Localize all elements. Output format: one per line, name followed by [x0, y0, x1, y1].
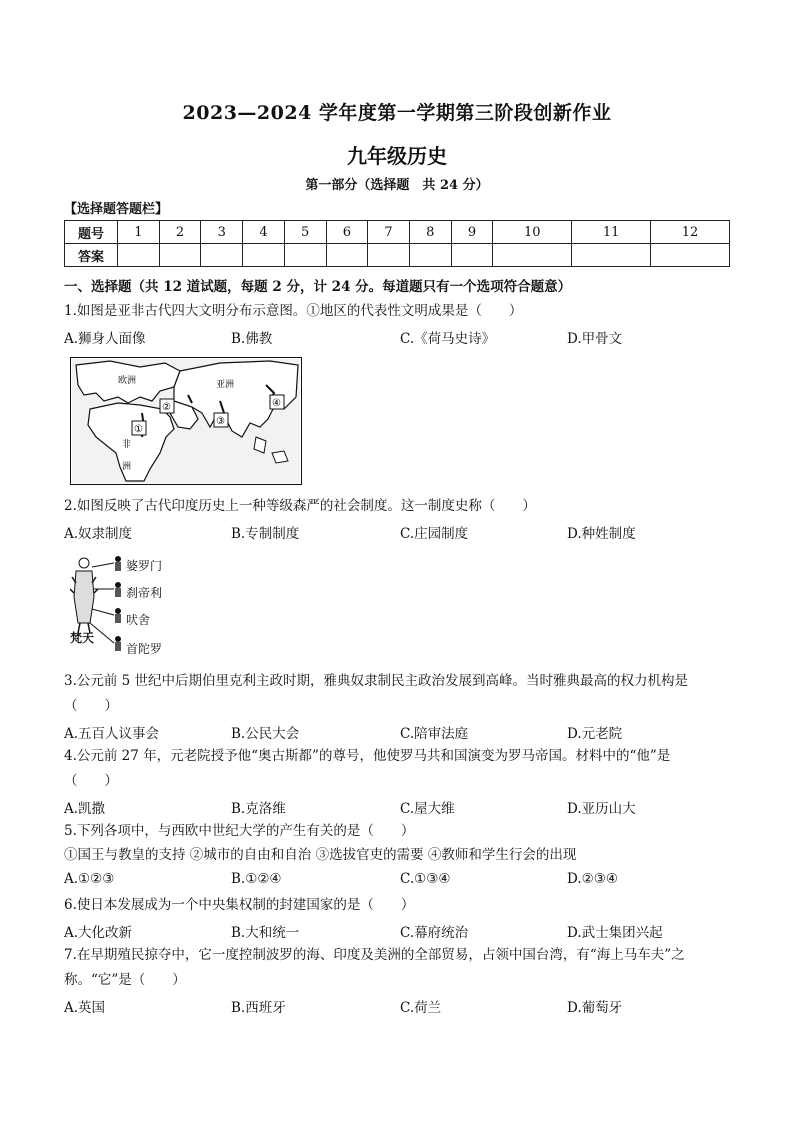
question-3-stem-cont: （ ） [64, 698, 118, 714]
table-cell-number: 10 [493, 221, 572, 244]
option-b[interactable]: B.公民大会 [231, 726, 300, 742]
map-graphic [70, 357, 302, 485]
question-3-stem: 3.公元前 5 世纪中后期伯里克利主政时期，雅典奴隶制民主政治发展到高峰。当时雅典最高的权力机构是 [64, 673, 689, 689]
option-b[interactable]: B.克洛维 [231, 801, 286, 817]
question-7-stem: 7.在早期殖民掠夺中，它一度控制波罗的海、印度及美洲的全部贸易，占领中国台湾，有“海上马车夫”之 [64, 947, 685, 963]
table-cell-number: 11 [572, 221, 651, 244]
option-a[interactable]: A.奴隶制度 [64, 526, 133, 542]
question-2-options [64, 522, 744, 540]
option-a[interactable]: A.五百人议事会 [64, 726, 160, 742]
answer-cell[interactable] [409, 244, 451, 267]
answer-cell[interactable] [284, 244, 326, 267]
option-b[interactable]: B.①②④ [231, 871, 282, 887]
answer-cell[interactable] [572, 244, 651, 267]
question-5-stem: 5.下列各项中，与西欧中世纪大学的产生有关的是（ ） [64, 823, 415, 839]
option-a[interactable]: A.狮身人面像 [64, 331, 146, 347]
question-2-stem: 2.如图反映了古代印度历史上一种等级森严的社会制度。这一制度史称（ ） [64, 498, 536, 514]
map-marker-4: ④ [272, 398, 281, 409]
option-a[interactable]: A.英国 [64, 1000, 106, 1016]
question-1-stem: 1.如图是亚非古代四大文明分布示意图。①地区的代表性文明成果是（ ） [64, 303, 523, 319]
option-c[interactable]: C.荷兰 [400, 1000, 442, 1016]
question-4-stem-cont: （ ） [64, 773, 118, 789]
answer-cell[interactable] [368, 244, 410, 267]
option-d[interactable]: D.②③④ [567, 871, 618, 887]
question-7-stem-cont: 称。“它”是（ ） [64, 972, 186, 988]
question-6-stem: 6.使日本发展成为一个中央集权制的封建国家的是（ ） [64, 897, 415, 913]
table-header-answer: 答案 [65, 244, 118, 267]
option-d[interactable]: D.元老院 [567, 726, 623, 742]
answer-cell[interactable] [159, 244, 201, 267]
table-cell-number: 5 [284, 221, 326, 244]
option-c[interactable]: C.庄园制度 [400, 526, 469, 542]
table-cell-number: 4 [243, 221, 285, 244]
table-cell-number: 8 [409, 221, 451, 244]
table-cell-number: 12 [651, 221, 730, 244]
question-4-stem: 4.公元前 27 年，元老院授予他“奥古斯都”的尊号，他使罗马共和国演变为罗马帝国。材料中的“他”是 [64, 748, 671, 764]
option-c[interactable]: C.幕府统治 [400, 925, 469, 941]
part-heading: 第一部分（选择题 共 24 分） [305, 178, 489, 193]
table-cell-number: 3 [201, 221, 243, 244]
map-marker-2: ② [162, 402, 171, 413]
option-d[interactable]: D.甲骨文 [567, 331, 623, 347]
question-5-statements: ①国王与教皇的支持 ②城市的自由和自治 ③选拔官吏的需要 ④教师和学生行会的出现 [64, 847, 577, 863]
answer-table-answer-row [65, 244, 730, 267]
civilization-map [70, 357, 302, 485]
caste-vaishya: 吠舍 [126, 613, 151, 627]
answer-cell[interactable] [118, 244, 160, 267]
map-label-asia: 亚洲 [216, 380, 235, 390]
table-header-number: 题号 [65, 221, 118, 244]
table-cell-number: 9 [451, 221, 493, 244]
table-cell-number: 2 [159, 221, 201, 244]
caste-kshatriya: 刹帝利 [126, 586, 163, 600]
answer-cell[interactable] [451, 244, 493, 267]
option-b[interactable]: B.西班牙 [231, 1000, 286, 1016]
option-b[interactable]: B.佛教 [231, 331, 273, 347]
caste-shudra: 首陀罗 [126, 642, 163, 656]
table-cell-number: 7 [368, 221, 410, 244]
answer-table [64, 220, 730, 267]
map-label-europe: 欧洲 [118, 376, 137, 386]
caste-figure [70, 553, 190, 663]
map-label-africa-1: 非 [122, 440, 132, 450]
answer-cell[interactable] [243, 244, 285, 267]
answer-cell[interactable] [201, 244, 243, 267]
question-3-options [64, 722, 744, 740]
option-d[interactable]: D.亚历山大 [567, 801, 636, 817]
question-1-options [64, 327, 744, 345]
option-a[interactable]: A.凯撒 [64, 801, 106, 817]
map-label-africa-2: 洲 [122, 462, 132, 472]
answer-bar-label: 【选择题答题栏】 [64, 202, 169, 217]
answer-cell[interactable] [493, 244, 572, 267]
exam-title: 2023—2024 学年度第一学期第三阶段创新作业 [182, 102, 612, 124]
caste-deity: 梵天 [70, 631, 95, 645]
option-c[interactable]: C.屋大维 [400, 801, 455, 817]
question-4-options [64, 797, 744, 815]
caste-brahmin: 婆罗门 [126, 559, 163, 573]
option-a[interactable]: A.大化改新 [64, 925, 133, 941]
option-c[interactable]: C.《荷马史诗》 [400, 331, 496, 347]
option-b[interactable]: B.专制制度 [231, 526, 300, 542]
question-6-options [64, 921, 744, 939]
answer-cell[interactable] [326, 244, 368, 267]
option-c[interactable]: C.①③④ [400, 871, 451, 887]
question-5-options [64, 871, 744, 889]
table-cell-number: 6 [326, 221, 368, 244]
option-a[interactable]: A.①②③ [64, 871, 115, 887]
option-d[interactable]: D.武士集团兴起 [567, 925, 663, 941]
option-c[interactable]: C.陪审法庭 [400, 726, 469, 742]
map-marker-1: ① [134, 424, 143, 435]
section-heading: 一、选择题（共 12 道试题，每题 2 分，计 24 分。每道题只有一个选项符合题意） [64, 279, 572, 295]
map-marker-3: ③ [216, 416, 225, 427]
subject-title: 九年级历史 [347, 144, 447, 168]
answer-cell[interactable] [651, 244, 730, 267]
answer-table-number-row [65, 221, 730, 244]
option-d[interactable]: D.葡萄牙 [567, 1000, 623, 1016]
option-b[interactable]: B.大和统一 [231, 925, 300, 941]
question-7-options [64, 996, 744, 1014]
option-d[interactable]: D.种姓制度 [567, 526, 636, 542]
table-cell-number: 1 [118, 221, 160, 244]
